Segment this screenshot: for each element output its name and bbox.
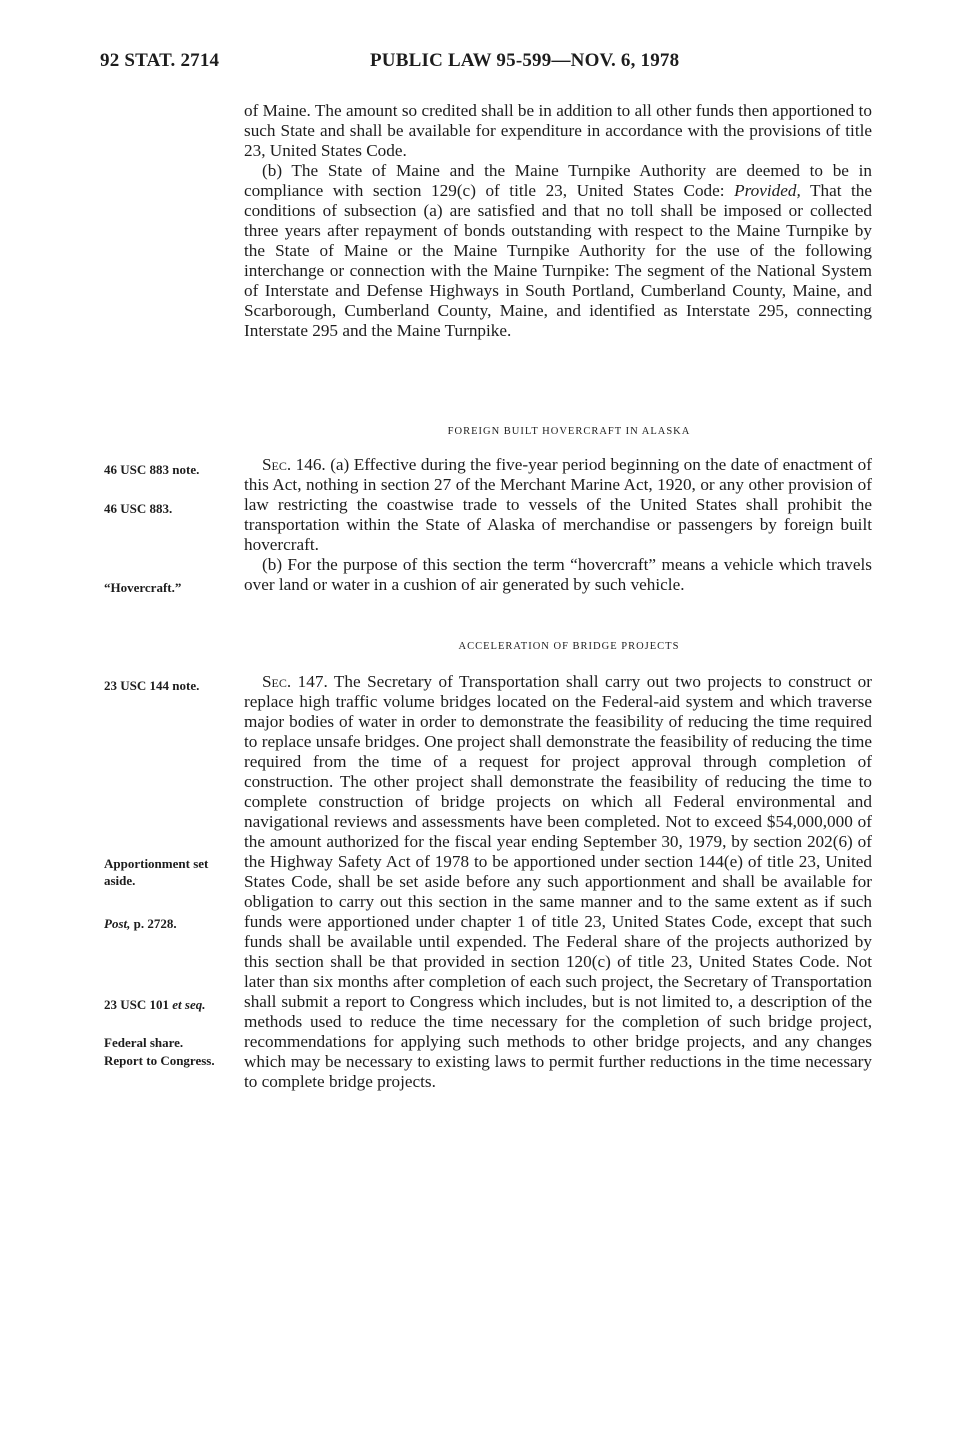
provided-emphasis: Provided, — [734, 181, 801, 200]
paragraph-maine-credit: of Maine. The amount so credited shall be in addition to all other funds then apportioned to such State and shall be available for expenditure in accordance with the provisions of title 23, United States Code. — [244, 101, 872, 160]
margin-note-46usc883-note: 46 USC 883 note. — [104, 462, 200, 477]
post-page: p. 2728. — [130, 916, 177, 931]
paragraph-147 — [244, 672, 872, 1092]
continuation-text — [244, 101, 872, 341]
margin-note-apportionment: Apportionment set aside. — [104, 856, 209, 888]
paragraph-text: The Secretary of Transportation shall carry out two projects to construct or replace high traffic volume bridges located on the Federal-aid system and which traverse major bodies of water in order to demonstrate the feasibility of reducing the time required to replace unsafe bridges. One project shall demonstrate the feasibility of reducing the time required from the time of a request for project approval through completion of construction. The other project shall demonstrate the feasibility of reducing the time to complete construction of bridge projects on which all Federal environmental and navigational reviews and assessments have been completed. Not to exceed $54,000,000 of the amount authorized for the fiscal year ending September 30, 1979, by section 202(6) of the Highway Safety Act of 1978 to be apportioned under section 144(e) of title 23, United States Code, shall be set aside before any such apportionment and shall be available for obligation to carry out this section in the same manner and to the same extent as if such funds were apportioned under chapter 1 of title 23, United States Code, except that such funds shall be available until expended. The Federal share of the projects authorized by this section shall be that provided in section 120(c) of title 23, United States Code. Not later than six months after completion of each such project, the Secretary of Transportation shall submit a report to Congress which includes, but is not limited to, a description of the methods used to reduce the time necessary for the completion of such bridge project, recommendations for applying such methods to other bridge projects, and any changes which may be necessary to existing laws to permit further reductions in the time necessary to complete bridge projects. — [244, 672, 872, 1091]
paragraph-text: (a) Effective during the five-year period beginning on the date of enactment of this Act, nothing in section 27 of the Merchant Marine Act, 1920, or any other provision of law restricting the coastwise trade to vessels of the United States shall prohibit the transportation within the State of Alaska of merchandise or passengers by foreign built hovercraft. — [244, 455, 872, 554]
paragraph-146b: (b) For the purpose of this section the term “hovercraft” means a vehicle which travels over land or water in a cushion of air generated by such vehicle. — [244, 555, 872, 594]
margin-note-hovercraft: “Hovercraft.” — [104, 580, 182, 595]
margin-note-23usc101 — [104, 996, 229, 1013]
section-147 — [244, 672, 872, 1092]
section-label: Sec. 146. — [262, 455, 326, 474]
margin-note-46usc883: 46 USC 883. — [104, 501, 173, 516]
margin-note-federal-share: Federal share. — [104, 1035, 184, 1050]
margin-note-post — [104, 915, 229, 932]
section-heading-hovercraft: FOREIGN BUILT HOVERCRAFT IN ALASKA — [447, 426, 691, 437]
page-header — [100, 50, 900, 80]
et-seq-italic: et seq. — [172, 997, 206, 1012]
paragraph-146a — [244, 455, 872, 555]
post-italic: Post, — [104, 916, 131, 931]
section-heading-bridge-projects: ACCELERATION OF BRIDGE PROJECTS — [458, 641, 680, 652]
margin-note-23usc144-note: 23 USC 144 note. — [104, 678, 200, 693]
usc-citation: 23 USC 101 — [104, 997, 173, 1012]
paragraph-text: (b) The State of Maine and the Maine Turnpike Authority are deemed to be in compliance with section 129(c) of title 23, United States Code: — [244, 161, 872, 200]
section-146 — [244, 455, 872, 595]
margin-note-report-congress: Report to Congress. — [104, 1053, 215, 1068]
stat-citation: 92 STAT. 2714 — [100, 50, 220, 71]
running-title: PUBLIC LAW 95-599—NOV. 6, 1978 — [370, 50, 680, 71]
section-label: Sec. 147. — [262, 672, 328, 691]
paragraph-maine-turnpike — [244, 161, 872, 341]
paragraph-text: That the conditions of subsection (a) are satisfied and that no toll shall be imposed or collected three years after repayment of bonds outstanding with respect to the Maine Turnpike by the State of Maine or the Maine Turnpike Authority for the use of the following interchange or connection with the Maine Turnpike: The segment of the National System of Interstate and Defense Highways in South Portland, Cumberland County, Maine, and Scarborough, Cumberland County, Maine, and identified as Interstate 295, connecting Interstate 295 and the Maine Turnpike. — [244, 181, 873, 340]
